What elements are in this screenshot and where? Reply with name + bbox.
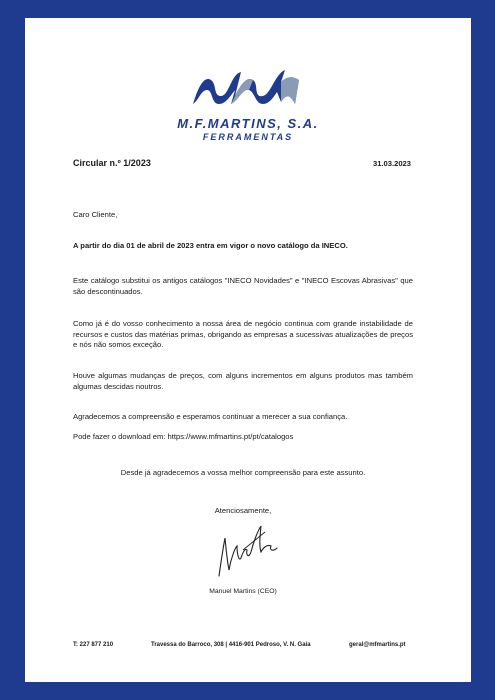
logo-wave-icon [191,66,301,111]
closing-thanks: Desde já agradecemos a vossa melhor compreensão para este assunto. [120,468,366,477]
paragraph-catalog: Este catálogo substitui os antigos catálogos "INECO Novidades" e "INECO Escovas Abrasivas" que são descontinuados. [73,276,413,296]
company-name: M.F.MARTINS, S.A. [177,116,319,131]
handwritten-signature [213,518,283,580]
paragraph-context: Como já é do vosso conhecimento a nossa área de negócio continua com grande instabilidade de recursos e custos das matérias primas, obrigando as empresas a sucessivas atualizações de preços e nós não somos exceção. [73,319,413,349]
company-logo [25,66,471,156]
sign-off: Atenciosamente, [214,506,272,515]
letter-date: 31.03.2023 [372,159,411,168]
greeting: Caro Cliente, [73,210,118,219]
paragraph-thanks: Agradecemos a compreensão e esperamos continuar a merecer a sua confiança. [73,412,348,421]
signatory-name: Manuel Martins (CEO) [209,588,277,595]
company-subtitle: FERRAMENTAS [202,132,294,142]
paragraph-prices: Houve algumas mudanças de preços, com alguns incrementos em alguns produtos mas também algumas descidas noutros. [73,371,413,391]
footer-phone: T: 227 877 210 [73,642,114,648]
announcement: A partir do dia 01 de abril de 2023 entra em vigor o novo catálogo da INECO. [73,241,348,250]
footer-email[interactable]: geral@mfmartins.pt [349,642,406,648]
circular-number: Circular n.º 1/2023 [73,158,151,168]
letter-page [25,18,471,682]
footer-address: Travessa do Barroco, 308 | 4416-901 Pedroso, V. N. Gaia [151,642,311,648]
download-link[interactable]: Pode fazer o download em: https://www.mfmartins.pt/pt/catalogos [73,432,294,441]
